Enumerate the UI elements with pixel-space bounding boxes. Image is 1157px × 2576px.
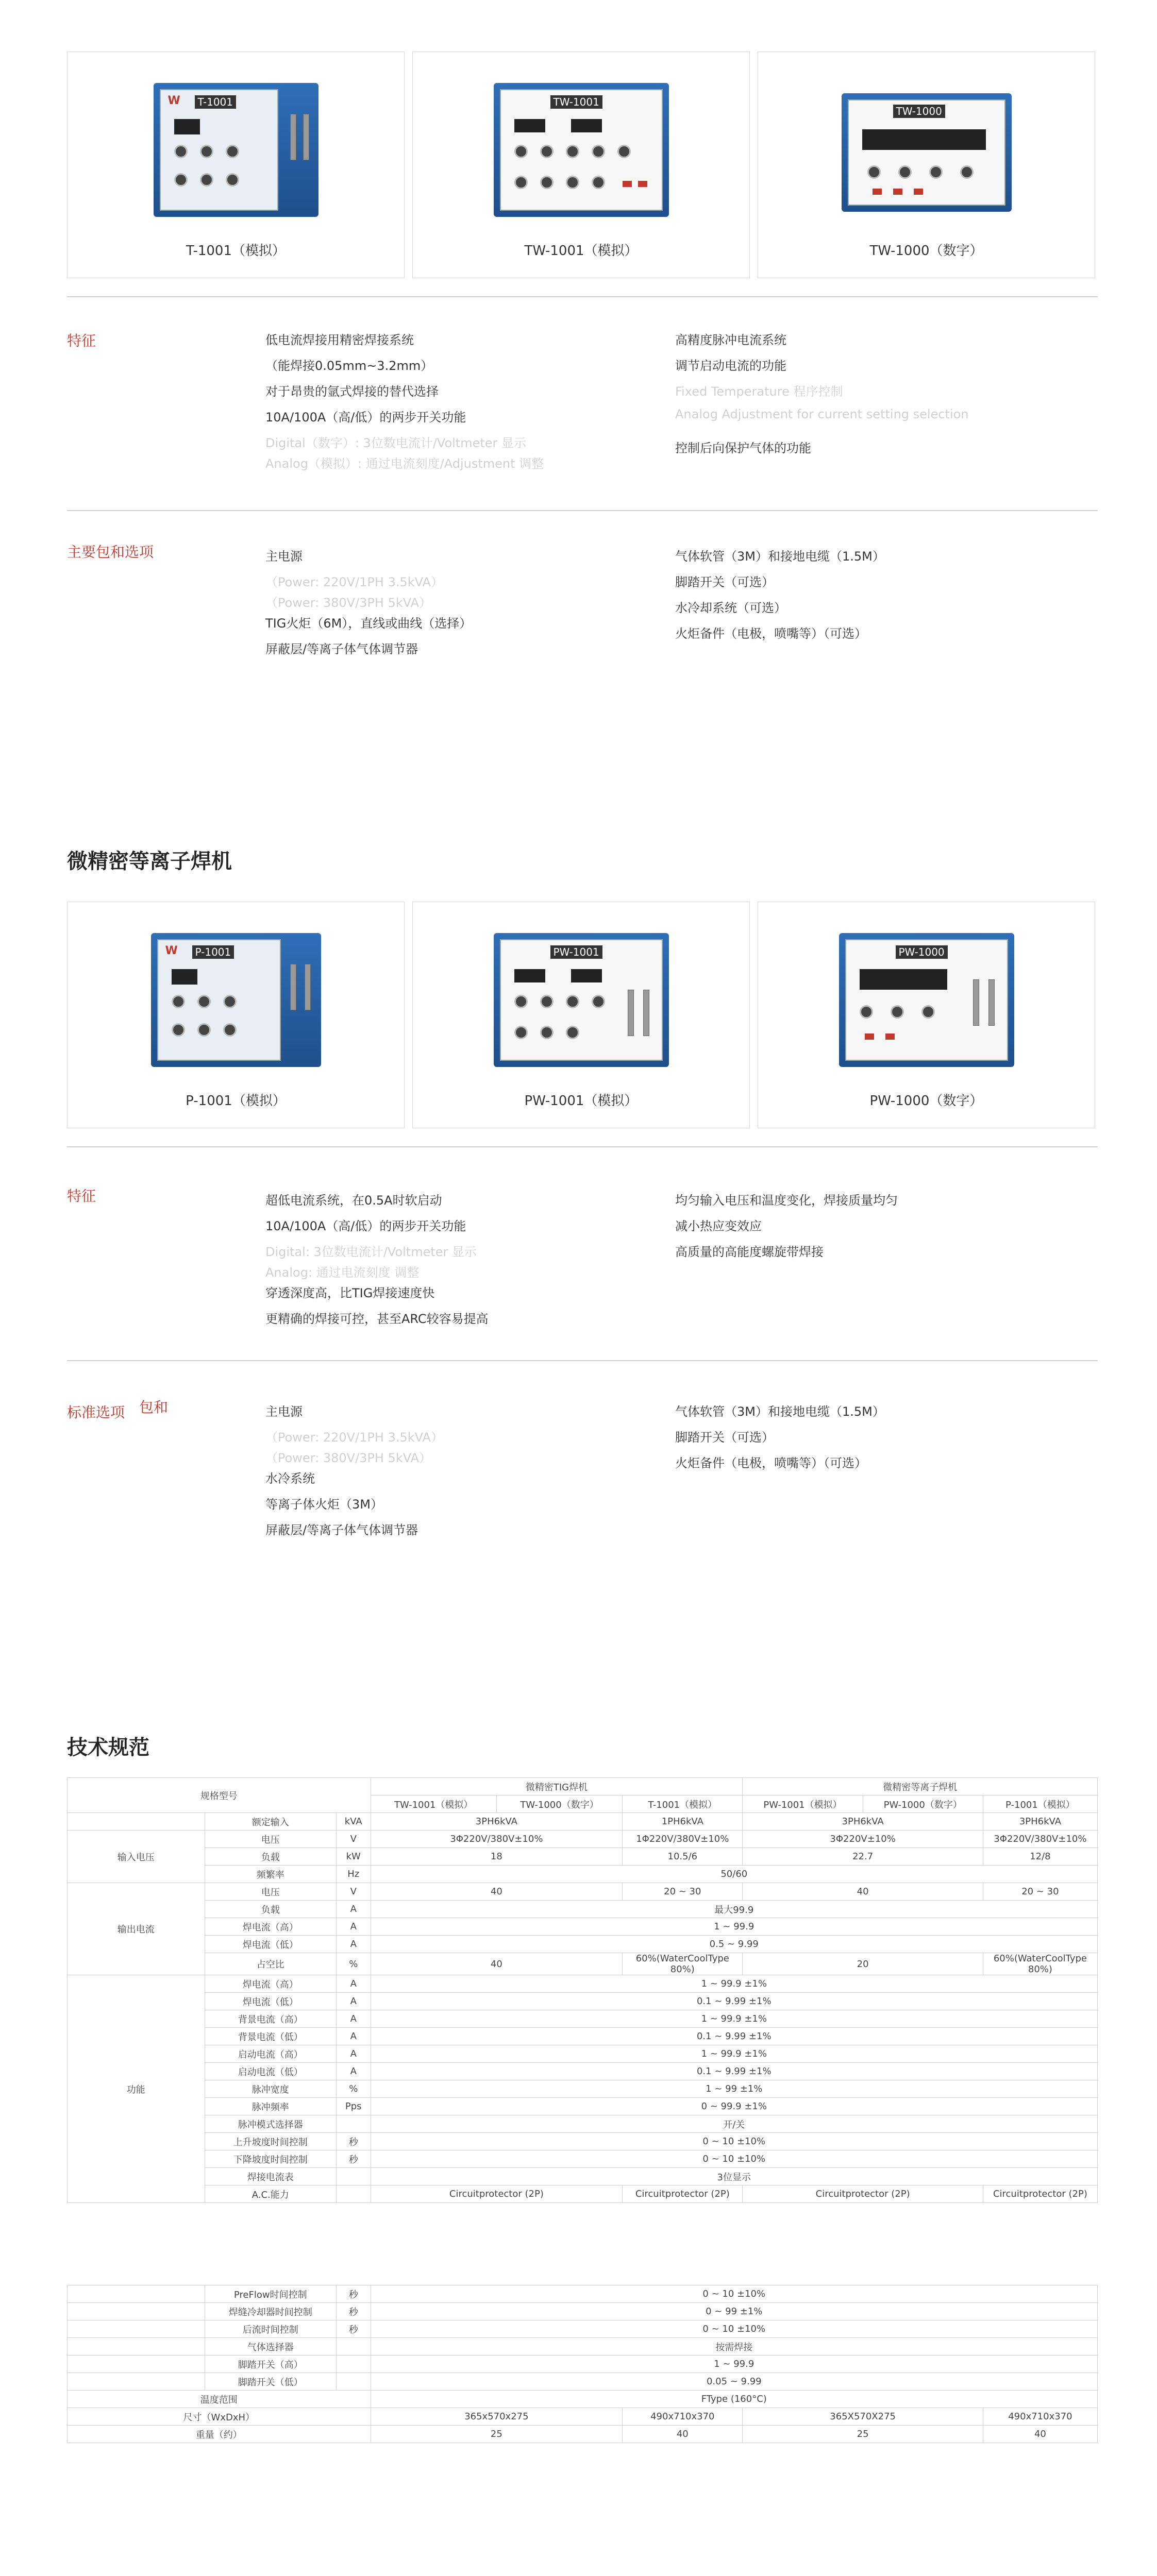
- accessory-line-faint: （Power: 220V/1PH 3.5kVA）: [265, 575, 443, 589]
- table-cell: 490x710x370: [623, 2408, 743, 2426]
- table-cell: [68, 2203, 1098, 2285]
- option-line: 主电源: [265, 1404, 303, 1419]
- product-card-t1001: [67, 52, 405, 278]
- table-row: [68, 1813, 1098, 1831]
- table-cell: 60%(WaterCoolType 80%): [983, 1953, 1097, 1975]
- table-row: [68, 2185, 1098, 2203]
- table-row: [68, 1831, 1098, 1848]
- table-cell: 40: [371, 1883, 623, 1901]
- product-name: PW-1000（数字）: [869, 1093, 983, 1109]
- table-cell: 气体选择器: [205, 2338, 336, 2355]
- table-cell: 焊缝冷却器时间控制: [205, 2303, 336, 2320]
- table-cell: 60%(WaterCoolType 80%): [623, 1953, 743, 1975]
- table-cell: 脚踏开关（低）: [205, 2373, 336, 2391]
- table-cell: 3Φ220V/380V±10%: [371, 1831, 623, 1848]
- table-cell: 微精密等离子焊机: [743, 1778, 1098, 1795]
- table-cell: 40: [371, 1953, 623, 1975]
- welder-image: PW-1001: [494, 933, 669, 1067]
- table-cell: 背景电流（低）: [205, 2028, 336, 2045]
- feature-line: （能焊接0.05mm~3.2mm）: [265, 359, 433, 373]
- table-cell: [68, 2303, 205, 2320]
- table-row: [68, 2080, 1098, 2098]
- feature-line: 穿透深度高，比TIG焊接速度快: [265, 1286, 435, 1300]
- feature-line-faint: Analog（模拟）: 通过电流刻度/Adjustment 调整: [265, 456, 544, 471]
- table-cell: 重量（约）: [68, 2426, 371, 2443]
- feature-line: 对于昂贵的氩式焊接的替代选择: [265, 384, 439, 399]
- feature-line: 超低电流系统，在0.5A时软启动: [265, 1193, 442, 1208]
- feature-line: 10A/100A（高/低）的两步开关功能: [265, 410, 466, 425]
- section-title: 技术规范: [67, 1736, 149, 1759]
- table-cell: 焊电流（低）: [205, 1936, 336, 1953]
- accessory-line: 脚踏开关（可选）: [675, 575, 774, 589]
- table-row: [68, 1953, 1098, 1975]
- feature-line-faint: Analog: 通过电流刻度 调整: [265, 1265, 420, 1280]
- table-row: [68, 2373, 1098, 2391]
- table-row: [68, 1975, 1098, 1993]
- feature-line-faint: Fixed Temperature 程序控制: [675, 384, 843, 399]
- table-cell: 22.7: [743, 1848, 983, 1866]
- table-cell: Circuitprotector (2P): [623, 2185, 743, 2203]
- table-row: [68, 2355, 1098, 2373]
- table-row: [68, 2203, 1098, 2285]
- table-cell: 25: [371, 2426, 623, 2443]
- option-line-faint: （Power: 220V/1PH 3.5kVA）: [265, 1430, 443, 1445]
- table-cell: 秒: [336, 2285, 371, 2303]
- table-cell: V: [336, 1831, 371, 1848]
- feature-line: 均匀输入电压和温度变化，焊接质量均匀: [675, 1193, 898, 1208]
- table-cell: 焊电流（高）: [205, 1975, 336, 1993]
- table-cell: 电压: [205, 1831, 336, 1848]
- table-row: [68, 2098, 1098, 2115]
- feature-line: 调节启动电流的功能: [675, 359, 786, 373]
- table-cell: Circuitprotector (2P): [743, 2185, 983, 2203]
- table-cell: 20 ~ 30: [623, 1883, 743, 1901]
- table-cell: FType (160°C): [371, 2391, 1097, 2408]
- accessory-line-faint: （Power: 380V/3PH 5kVA）: [265, 596, 432, 610]
- table-cell: 0 ~ 10 ±10%: [371, 2133, 1097, 2150]
- table-cell: 490x710x370: [983, 2408, 1097, 2426]
- table-row: [68, 2408, 1098, 2426]
- table-cell: 12/8: [983, 1848, 1097, 1866]
- table-cell: A: [336, 1975, 371, 1993]
- table-cell: 焊电流（低）: [205, 1993, 336, 2010]
- table-cell: 0 ~ 99.9 ±1%: [371, 2098, 1097, 2115]
- table-row: [68, 2303, 1098, 2320]
- standard-options-label-2: 包和: [139, 1399, 169, 1416]
- accessory-line: 火炬备件（电极，喷嘴等）（可选）: [675, 626, 867, 641]
- feature-line-faint: Analog Adjustment for current setting selection: [675, 407, 969, 421]
- product-name: T-1001（模拟）: [186, 243, 286, 259]
- table-row: [68, 2115, 1098, 2133]
- table-cell: [68, 2285, 205, 2303]
- accessory-line: 水冷却系统（可选）: [675, 601, 786, 615]
- table-row: [68, 1936, 1098, 1953]
- table-row: [68, 1918, 1098, 1936]
- table-cell: 占空比: [205, 1953, 336, 1975]
- table-cell: A: [336, 2063, 371, 2080]
- welder-image: W T-1001: [154, 83, 318, 217]
- feature-line: 低电流焊接用精密焊接系统: [265, 333, 414, 347]
- table-cell: 3PH6kVA: [983, 1813, 1097, 1831]
- table-cell: P-1001（模拟）: [983, 1795, 1097, 1813]
- table-cell: [68, 1813, 205, 1831]
- table-cell: 额定输入: [205, 1813, 336, 1831]
- product-name: TW-1000（数字）: [869, 243, 983, 259]
- table-cell: 40: [983, 2426, 1097, 2443]
- divider: [67, 1146, 1098, 1147]
- table-cell: 下降坡度时间控制: [205, 2150, 336, 2168]
- table-cell: 负载: [205, 1848, 336, 1866]
- table-cell: [336, 2338, 371, 2355]
- table-cell: 秒: [336, 2133, 371, 2150]
- spec-table: [67, 1777, 1098, 2443]
- table-cell: Circuitprotector (2P): [983, 2185, 1097, 2203]
- table-cell: 微精密TIG焊机: [371, 1778, 743, 1795]
- product-name: P-1001（模拟）: [186, 1093, 286, 1109]
- product-name: PW-1001（模拟）: [524, 1093, 638, 1109]
- table-cell: [68, 2373, 205, 2391]
- section-title: 微精密等离子焊机: [67, 850, 232, 873]
- table-cell: 1 ~ 99.9 ±1%: [371, 1975, 1097, 1993]
- table-cell: [68, 2338, 205, 2355]
- table-cell: 温度范围: [68, 2391, 371, 2408]
- table-cell: 0.1 ~ 9.99 ±1%: [371, 2063, 1097, 2080]
- table-cell: Pps: [336, 2098, 371, 2115]
- feature-line-faint: Digital: 3位数电流计/Voltmeter 显示: [265, 1245, 477, 1259]
- table-cell: Hz: [336, 1866, 371, 1883]
- table-cell: 开/关: [371, 2115, 1097, 2133]
- features-label: 特征: [67, 1188, 96, 1205]
- table-cell: PreFlow时间控制: [205, 2285, 336, 2303]
- product-name: TW-1001（模拟）: [524, 243, 638, 259]
- table-cell: [68, 2320, 205, 2338]
- table-row: [68, 2338, 1098, 2355]
- table-cell: [336, 2373, 371, 2391]
- table-cell: 0 ~ 10 ±10%: [371, 2285, 1097, 2303]
- table-row: [68, 2045, 1098, 2063]
- table-cell: 0.05 ~ 9.99: [371, 2373, 1097, 2391]
- table-cell: 负载: [205, 1901, 336, 1918]
- table-cell: 20: [743, 1953, 983, 1975]
- table-cell: T-1001（模拟）: [623, 1795, 743, 1813]
- table-cell: A: [336, 2010, 371, 2028]
- product-card-tw1000: [758, 52, 1095, 278]
- table-cell: 启动电流（低）: [205, 2063, 336, 2080]
- table-cell: 尺寸（WxDxH）: [68, 2408, 371, 2426]
- table-cell: A.C.能力: [205, 2185, 336, 2203]
- table-cell: 3PH6kVA: [371, 1813, 623, 1831]
- table-cell: A: [336, 2028, 371, 2045]
- option-line: 水冷系统: [265, 1471, 315, 1486]
- option-line: 脚踏开关（可选）: [675, 1430, 774, 1445]
- table-cell: 3位显示: [371, 2168, 1097, 2185]
- table-cell: 3PH6kVA: [743, 1813, 983, 1831]
- option-line: 火炬备件（电极，喷嘴等）（可选）: [675, 1456, 867, 1470]
- table-row: [68, 2063, 1098, 2080]
- table-cell: [336, 2355, 371, 2373]
- table-cell: 18: [371, 1848, 623, 1866]
- product-card-p1001: [67, 902, 405, 1128]
- table-cell: 1PH6kVA: [623, 1813, 743, 1831]
- table-cell: 后流时间控制: [205, 2320, 336, 2338]
- table-cell: [336, 2115, 371, 2133]
- table-cell: 20 ~ 30: [983, 1883, 1097, 1901]
- welder-image: PW-1000: [839, 933, 1014, 1067]
- table-cell: 40: [743, 1883, 983, 1901]
- table-row: [68, 2133, 1098, 2150]
- table-cell: 脉冲宽度: [205, 2080, 336, 2098]
- welder-image: TW-1000: [842, 93, 1012, 212]
- feature-line: 控制后向保护气体的功能: [675, 441, 811, 455]
- table-cell: 10.5/6: [623, 1848, 743, 1866]
- feature-line-faint: Digital（数字）: 3位数电流计/Voltmeter 显示: [265, 436, 527, 450]
- accessory-line: 气体软管（3M）和接地电缆（1.5M）: [675, 549, 885, 564]
- table-cell: 功能: [68, 1975, 205, 2203]
- table-cell: TW-1001（模拟）: [371, 1795, 496, 1813]
- table-cell: V: [336, 1883, 371, 1901]
- table-cell: 上升坡度时间控制: [205, 2133, 336, 2150]
- table-cell: %: [336, 2080, 371, 2098]
- table-row: [68, 2028, 1098, 2045]
- accessory-line: TIG火炬（6M），直线或曲线（选择）: [265, 616, 472, 631]
- table-cell: 1 ~ 99.9 ±1%: [371, 2045, 1097, 2063]
- feature-line: 减小热应变效应: [675, 1219, 762, 1233]
- welder-image: TW-1001: [494, 83, 669, 217]
- table-cell: 焊电流（高）: [205, 1918, 336, 1936]
- table-cell: 3Φ220V±10%: [743, 1831, 983, 1848]
- table-cell: 0.1 ~ 9.99 ±1%: [371, 1993, 1097, 2010]
- feature-line: 更精确的焊接可控，甚至ARC较容易提高: [265, 1312, 489, 1326]
- table-cell: kW: [336, 1848, 371, 1866]
- table-cell: Circuitprotector (2P): [371, 2185, 623, 2203]
- table-cell: A: [336, 1993, 371, 2010]
- table-cell: 输出电流: [68, 1883, 205, 1975]
- table-cell: A: [336, 2045, 371, 2063]
- table-cell: %: [336, 1953, 371, 1975]
- divider: [67, 510, 1098, 511]
- table-row: [68, 1848, 1098, 1866]
- table-row: [68, 1866, 1098, 1883]
- table-cell: 3Φ220V/380V±10%: [983, 1831, 1097, 1848]
- product-card-pw1001: [412, 902, 750, 1128]
- table-cell: 焊接电流表: [205, 2168, 336, 2185]
- accessory-line: 主电源: [265, 549, 303, 564]
- table-cell: 电压: [205, 1883, 336, 1901]
- option-line: 屏蔽层/等离子体气体调节器: [265, 1523, 418, 1537]
- feature-line: 10A/100A（高/低）的两步开关功能: [265, 1219, 466, 1233]
- table-row: [68, 2010, 1098, 2028]
- table-cell: 秒: [336, 2150, 371, 2168]
- table-cell: 1Φ220V/380V±10%: [623, 1831, 743, 1848]
- table-cell: A: [336, 1918, 371, 1936]
- table-cell: A: [336, 1901, 371, 1918]
- table-cell: 25: [743, 2426, 983, 2443]
- table-cell: 规格型号: [68, 1778, 371, 1813]
- table-cell: 最大99.9: [371, 1901, 1097, 1918]
- table-cell: [68, 2355, 205, 2373]
- table-cell: 50/60: [371, 1866, 1097, 1883]
- table-cell: [336, 2168, 371, 2185]
- table-cell: A: [336, 1936, 371, 1953]
- table-row: [68, 2320, 1098, 2338]
- table-cell: 1 ~ 99.9: [371, 1918, 1097, 1936]
- table-row: [68, 2426, 1098, 2443]
- table-cell: 0 ~ 10 ±10%: [371, 2150, 1097, 2168]
- table-cell: 启动电流（高）: [205, 2045, 336, 2063]
- option-line-faint: （Power: 380V/3PH 5kVA）: [265, 1451, 432, 1465]
- table-cell: 365x570x275: [371, 2408, 623, 2426]
- table-cell: 365X570X275: [743, 2408, 983, 2426]
- divider: [67, 1360, 1098, 1361]
- option-line: 等离子体火炬（3M）: [265, 1497, 383, 1512]
- table-cell: 秒: [336, 2320, 371, 2338]
- table-cell: 秒: [336, 2303, 371, 2320]
- welder-image: W P-1001: [151, 933, 321, 1067]
- divider: [67, 296, 1098, 297]
- feature-line: 高质量的高能度螺旋带焊接: [675, 1245, 824, 1259]
- table-cell: 按需焊接: [371, 2338, 1097, 2355]
- table-cell: 40: [623, 2426, 743, 2443]
- accessory-line: 屏蔽层/等离子体气体调节器: [265, 642, 418, 656]
- table-cell: 脚踏开关（高）: [205, 2355, 336, 2373]
- table-cell: 输入电压: [68, 1831, 205, 1883]
- table-cell: 1 ~ 99.9 ±1%: [371, 2010, 1097, 2028]
- table-row: [68, 1901, 1098, 1918]
- table-cell: [336, 2185, 371, 2203]
- table-cell: 0.5 ~ 9.99: [371, 1936, 1097, 1953]
- table-row: [68, 2391, 1098, 2408]
- table-cell: PW-1001（模拟）: [743, 1795, 863, 1813]
- table-cell: 脉冲频率: [205, 2098, 336, 2115]
- table-cell: 1 ~ 99.9: [371, 2355, 1097, 2373]
- table-row: [68, 1778, 1098, 1795]
- table-cell: 0 ~ 99 ±1%: [371, 2303, 1097, 2320]
- table-cell: kVA: [336, 1813, 371, 1831]
- standard-options-label: 标准选项: [67, 1404, 125, 1421]
- table-cell: 0.1 ~ 9.99 ±1%: [371, 2028, 1097, 2045]
- table-cell: PW-1000（数字）: [863, 1795, 983, 1813]
- product-card-pw1000: [758, 902, 1095, 1128]
- table-row: [68, 2168, 1098, 2185]
- accessories-label: 主要包和选项: [67, 544, 154, 561]
- table-row: [68, 2285, 1098, 2303]
- feature-line: 高精度脉冲电流系统: [675, 333, 786, 347]
- table-row: [68, 1883, 1098, 1901]
- table-row: [68, 2150, 1098, 2168]
- table-row: [68, 1993, 1098, 2010]
- table-cell: 0 ~ 10 ±10%: [371, 2320, 1097, 2338]
- table-cell: 脉冲模式选择器: [205, 2115, 336, 2133]
- option-line: 气体软管（3M）和接地电缆（1.5M）: [675, 1404, 885, 1419]
- table-cell: 1 ~ 99 ±1%: [371, 2080, 1097, 2098]
- table-cell: TW-1000（数字）: [496, 1795, 622, 1813]
- features-label: 特征: [67, 332, 96, 349]
- table-cell: 频繁率: [205, 1866, 336, 1883]
- table-cell: 背景电流（高）: [205, 2010, 336, 2028]
- product-card-tw1001: [412, 52, 750, 278]
